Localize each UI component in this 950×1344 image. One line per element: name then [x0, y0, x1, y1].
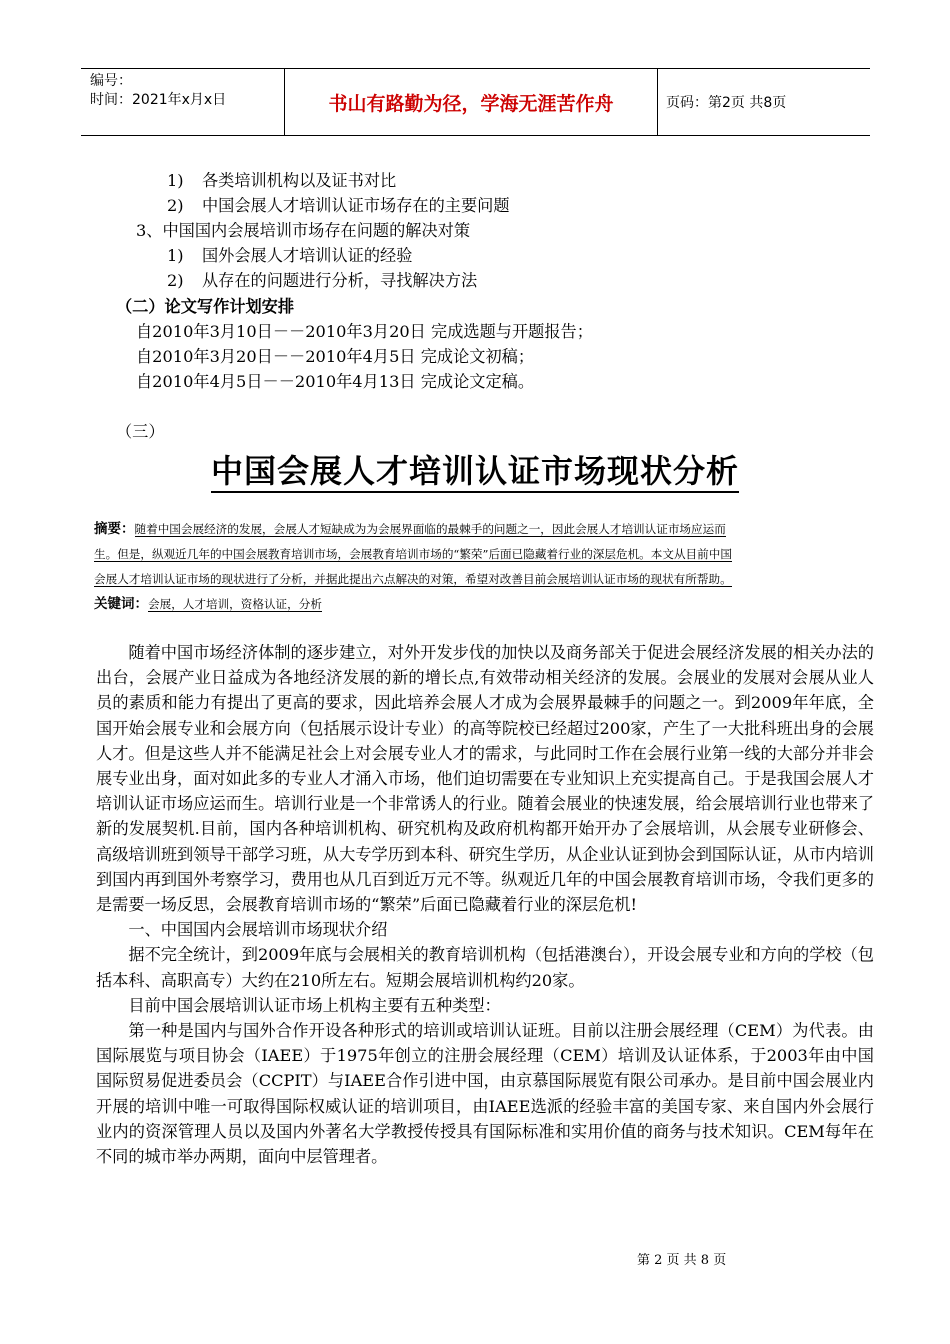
- header-motto: 书山有路勤为径，学海无涯苦作舟: [285, 69, 658, 135]
- paragraph: 目前中国会展培训认证市场上机构主要有五种类型：: [128, 995, 501, 1015]
- plan-row: 自2010年3月20日－－2010年4月5日 完成论文初稿；: [136, 347, 535, 366]
- page-footer: 第 2 页 共 8 页: [637, 1253, 727, 1268]
- outline-item: 2) 从存在的问题进行分析，寻找解决方法: [167, 271, 478, 290]
- page-title: 中国会展人才培训认证市场现状分析: [0, 446, 950, 492]
- paragraph: 第一种是国内与国外合作开设各种形式的培训或培训认证班。目前以注册会展经理（CEM）为代表。由国际展览与项目协会（IAEE）于1975年创立的注册会展经理（CEM）培训及认证体系，于2003年由中国国际贸易促进委员会（CCPIT）与IAEE合作引进中国，由京慕国际展览有限公司承办。是目前中国会展业内开展的培训中唯一可取得国际权威认证的培训项目，由IAEE选派的经验丰富的美国专家、来自国内外会展行业内的资深管理人员以及国内外著名大学教授传授具有国际标准和实用价值的商务与技术知识。CEM每年在不同的城市举办两期，面向中层管理者。: [96, 1021, 874, 1167]
- keywords-line: 关键词：会展，人才培训，资格认证，分析: [94, 596, 322, 612]
- section-label: （三）: [116, 422, 165, 441]
- paragraph: 据不完全统计，到2009年底与会展相关的教育培训机构（包括港澳台），开设会展专业和方向的学校（包括本科、高职高专）大约在210所左右。短期会展培训机构约20家。: [96, 945, 874, 990]
- header-date: 时间：2021年x月x日: [90, 92, 227, 108]
- plan-row: 自2010年4月5日－－2010年4月13日 完成论文定稿。: [136, 372, 535, 391]
- abstract-line: 摘要：随着中国会展经济的发展，会展人才短缺成为为会展界面临的最棘手的问题之一，因此会展人才培训认证市场应运而: [94, 521, 726, 537]
- plan-heading: （二）论文写作计划安排: [116, 297, 295, 316]
- header-meta: [81, 69, 285, 135]
- page-header: [81, 68, 870, 136]
- section-heading: 一、中国国内会展培训市场现状介绍: [128, 920, 388, 940]
- plan-row: 自2010年3月10日－－2010年3月20日 完成选题与开题报告；: [136, 322, 593, 341]
- outline-item: 1) 国外会展人才培训认证的经验: [167, 246, 413, 265]
- abstract-line: 会展人才培训认证市场的现状进行了分析，并据此提出六点解决的对策，希望对改善目前会展培训认证市场的现状有所帮助。: [94, 572, 732, 586]
- paragraph: 随着中国市场经济体制的逐步建立，对外开发步伐的加快以及商务部关于促进会展经济发展的相关办法的出台，会展产业日益成为各地经济发展的新的增长点,有效带动相关经济的发展。会展业的发展对会展从业人员的素质和能力有提出了更高的要求，因此培养会展人才成为会展界最棘手的问题之一。到2009年年底，全国开始会展专业和会展方向（包括展示设计专业）的高等院校已经超过200家，产生了一大批科班出身的会展人才。但是这些人并不能满足社会上对会展专业人才的需求，与此同时工作在会展行业第一线的大部分并非会展专业出身，面对如此多的专业人才涌入市场，他们迫切需要在专业知识上充实提高自己。于是我国会展人才培训认证市场应运而生。培训行业是一个非常诱人的行业。随着会展业的快速发展，给会展培训行业也带来了新的发展契机.目前，国内各种培训机构、研究机构及政府机构都开始开办了会展培训，从会展专业研修会、高级培训班到领导干部学习班，从大专学历到本科、研究生学历，从企业认证到协会到国际认证，从市内培训到国内再到国外考察学习，费用也从几百到近万元不等。纵观近几年的中国会展教育培训市场，令我们更多的是需要一场反思，会展教育培训市场的“繁荣”后面已隐藏着行业的深层危机!: [96, 643, 874, 915]
- outline-item: 2) 中国会展人才培训认证市场存在的主要问题: [167, 196, 510, 215]
- body-text: [96, 640, 874, 1169]
- outline-item: 1) 各类培训机构以及证书对比: [167, 171, 397, 190]
- keywords-label: 关键词：: [94, 596, 148, 612]
- abstract-label: 摘要：: [94, 521, 135, 537]
- header-number: 编号：: [90, 73, 132, 89]
- outline-item: 3、中国国内会展培训市场存在问题的解决对策: [136, 221, 471, 240]
- abstract-line: 生。但是，纵观近几年的中国会展教育培训市场，会展教育培训市场的“繁荣”后面已隐藏着行业的深层危机。本文从目前中国: [94, 547, 732, 561]
- header-page-label: 页码：第2页 共8页: [666, 95, 787, 111]
